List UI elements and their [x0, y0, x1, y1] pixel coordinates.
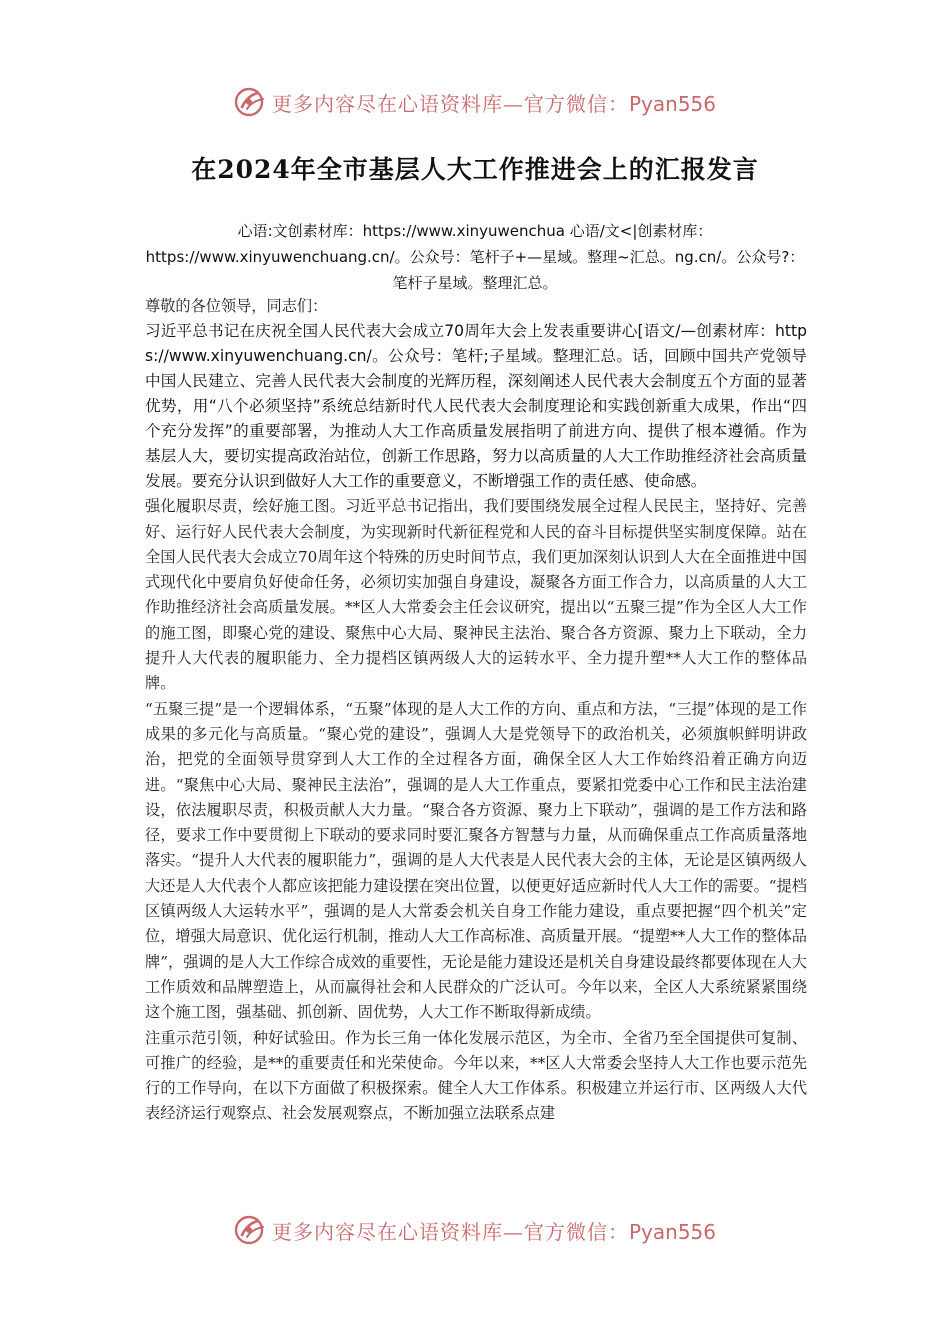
banner-text: 更多内容尽在心语资料库—官方微信：Pyan556 — [271, 1219, 716, 1244]
paragraph-logic-system: “五聚三提”是一个逻辑体系，“五聚”体现的是人大工作的方向、重点和方法，“三提”体现的是工作成果的多元化与高质量。“聚心党的建设”，强调人大是党领导下的政治机关，必须旗帜鲜明讲政治，把党的全面领导贯穿到人大工作的全过程各方面，确保全区人大工作始终沿着正确方向迈进。“聚焦中心大局、聚神民主法治”，强调的是人大工作重点，要紧扣党委中心工作和民主法治建设，依法履职尽责，积极贡献人大力量。“聚合各方资源、聚力上下联动”，强调的是工作方法和路径，要求工作中要贯彻上下联动的要求同时要汇聚各方智慧与力量，从而确保重点工作高质量落地落实。“提升人大代表的履职能力”，强调的是人大代表是人民代表大会的主体，无论是区镇两级人大还是人大代表个人都应该把能力建设摆在突出位置，以便更好适应新时代人大工作的需要。“提档区镇两级人大运转水平”，强调的是人大常委会机关自身工作能力建设，重点要把握“四个机关”定位，增强大局意识、优化运行机制，推动人大工作高标准、高质量开展。“提塑**人大工作的整体品牌”，强调的是人大工作综合成效的重要性，无论是能力建设还是机关自身建设最终都要体现在人大工作质效和品牌塑造上，从而赢得社会和人民群众的广泛认可。今年以来，全区人大系统紧紧围绕这个施工图，强基础、抓创新、固优势，人大工作不断取得新成绩。 — [145, 699, 807, 1022]
logo-icon — [234, 85, 268, 119]
paragraph-intro: 习近平总书记在庆祝全国人民代表大会成立70周年大会上发表重要讲心[语文/—创素材库：https://www.xinyuwenchuang.cn/。公众号：笔杆;子星域。整理汇总。话，回顾中国共产党领导中国人民建立、完善人民代表大会制度的光辉历程，深刻阐述人民代表大会制度五个方面的显著优势，用“八个必须坚持”系统总结新时代人民代表大会制度理论和实践创新重大成果，作出“四个充分发挥”的重要部署，为推动人大工作高质量发展指明了前进方向、提供了根本遵循。作为基层人大，要切实提高政治站位，创新工作思路，努力以高质量的人大工作助推经济社会高质量发展。要充分认识到做好人大工作的重要意义，不断增强工作的责任感、使命感。 — [145, 322, 807, 491]
greeting: 尊敬的各位领导，同志们： — [145, 297, 328, 315]
document-body — [145, 294, 807, 1127]
footer-banner — [0, 1210, 950, 1250]
paragraph-construction-plan: 强化履职尽责，绘好施工图。习近平总书记指出，我们要围绕发展全过程人民民主，坚持好、完善好、运行好人民代表大会制度，为实现新时代新征程党和人民的奋斗目标提供坚实制度保障。站在全国人民代表大会成立70周年这个特殊的历史时间节点，我们更加深刻认识到人大在全面推进中国式现代化中要肩负好使命任务，必须切实加强自身建设，凝聚各方面工作合力，以高质量的人大工作助推经济社会高质量发展。**区人大常委会主任会议研究，提出以“五聚三提”作为全区人大工作的施工图，即聚心党的建设、聚焦中心大局、聚神民主法治、聚合各方资源、聚力上下联动，全力提升人大代表的履职能力、全力提档区镇两级人大的运转水平、全力提升塑**人大工作的整体品牌。 — [145, 497, 807, 693]
logo-icon — [234, 1213, 268, 1247]
wechat-id: Pyan556 — [628, 91, 716, 116]
header-banner — [0, 82, 950, 122]
banner-text: 更多内容尽在心语资料库—官方微信：Pyan556 — [271, 91, 716, 116]
page-title: 在2024年全市基层人大工作推进会上的汇报发言 — [191, 155, 759, 184]
paragraph-demonstration: 注重示范引领，种好试验田。作为长三角一体化发展示范区，为全市、全省乃至全国提供可复制、可推广的经验，是**的重要责任和光荣使命。今年以来，**区人大常委会坚持人大工作也要示范先行的工作导向，在以下方面做了积极探索。健全人大工作体系。积极建立并运行市、区两级人大代表经济运行观察点、社会发展观察点，不断加强立法联系点建 — [145, 1028, 807, 1123]
wechat-id: Pyan556 — [628, 1219, 716, 1244]
source-line: 心语:文创素材库：https://www.xinyuwenchua 心语/文<|创素材库：https://www.xinyuwenchuang.cn/。公众号：笔杆子+—星域。整理~汇总。ng.cn/。公众号?：笔杆子星域。整理汇总。 — [145, 222, 805, 292]
